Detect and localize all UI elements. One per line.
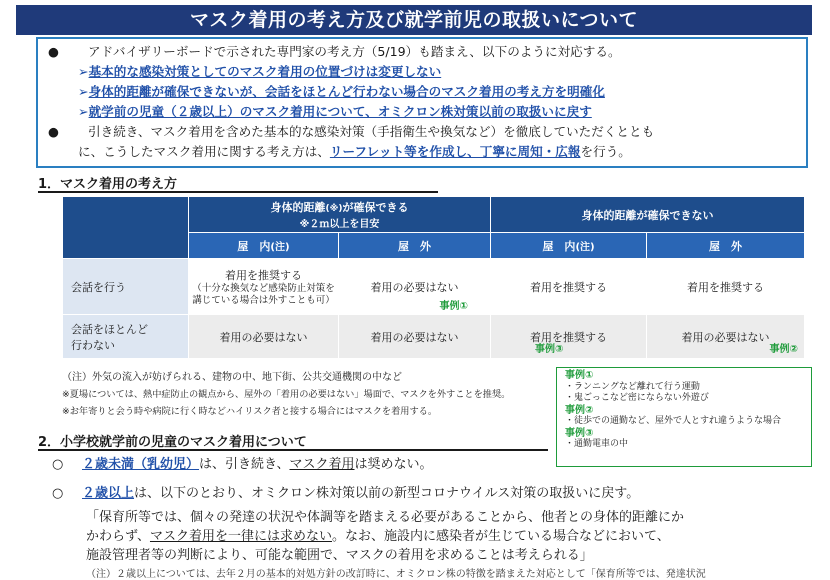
page-title: マスク着用の考え方及び就学前児の取扱いについて <box>16 5 812 35</box>
header-distance-ok-tail: が確保できる <box>342 201 409 214</box>
row-label-talking: 会話を行う <box>63 259 189 315</box>
section-2-item-2 <box>52 483 822 505</box>
table-cell: 着用を推奨する <box>491 259 647 315</box>
arrow-icon: ➢ <box>78 104 89 119</box>
cell-text: 着用の必要はない <box>681 330 770 344</box>
table-notes <box>62 369 552 420</box>
example-1a: ・ランニングなど離れて行う運動 <box>565 381 700 392</box>
header-indoor-1 <box>189 233 339 259</box>
circle-bullet-icon: ○ <box>52 457 64 472</box>
table-row <box>63 315 805 359</box>
header-outdoor-1: 屋 外 <box>339 233 491 259</box>
case-tag-1: 事例① <box>439 301 469 312</box>
table-cell: 着用を推奨する <box>647 259 805 315</box>
item-1-mid: は、引き続き、 <box>199 457 290 472</box>
over-2-emphasis: ２歳以上 <box>82 486 135 501</box>
cell-note-text: （十分な換気など感染防止対策を講じている場合は外すことも可） <box>192 282 335 306</box>
summary-arrow-1-text: 基本的な感染対策としてのマスク着用の位置づけは変更しない <box>88 64 442 79</box>
under-2-emphasis: ２歳未満（乳幼児） <box>82 457 200 472</box>
header-distance-note: ※２ｍ以上を目安 <box>299 219 380 230</box>
header-distance-ok-mark: (※) <box>325 204 343 214</box>
summary-bullet-2: ● 引き続き、マスク着用を含めた基本的な感染対策（手指衛生や換気など）を徹底していただくととも <box>48 124 655 139</box>
circle-bullet-icon: ○ <box>52 486 64 501</box>
note-3: ※お年寄りと会う時や病院に行く時などハイリスク者と接する場合にはマスクを着用する。 <box>62 406 438 417</box>
cell-main-text: 着用を推奨する <box>225 268 302 282</box>
quote-line-2-pre: かわらず、 <box>86 529 150 544</box>
note-1: （注）外気の流入が妨げられる、建物の中、地下街、公共交通機関の中など <box>62 372 402 383</box>
header-distance-ok-text: 身体的距離 <box>270 201 326 214</box>
cutoff-footnote: （注）２歳以上については、去年２月の基本的対処方針の改訂時に、オミクロン株の特徴を踏まえた対応として「保育所等では、発達状況 <box>86 569 706 580</box>
table-cell: 着用の必要はない <box>189 315 339 359</box>
summary-arrow-3 <box>48 102 796 122</box>
section-2-heading: 2．小学校就学前の児童のマスク着用について <box>38 431 548 451</box>
section-2-item-1 <box>52 454 822 476</box>
summary-arrow-2 <box>48 82 796 102</box>
table-cell <box>491 315 647 359</box>
example-2: ・徒歩での通勤など、屋外で人とすれ違うような場合 <box>565 416 782 426</box>
quote-underline: マスク着用を一律には求めない <box>149 529 332 544</box>
cell-text: 着用を推奨する <box>530 330 608 344</box>
quote-line-2 <box>86 527 816 546</box>
section-2-body <box>52 454 822 505</box>
cell-text: 着用の必要はない <box>370 280 459 294</box>
item-1-tail: は奨めない。 <box>354 457 433 472</box>
quote-line-1: 「保育所等では、個々の発達の状況や体調等を踏まえる必要があることから、他者との身体的距離にか <box>86 510 685 525</box>
row-label-no-talking <box>63 315 189 359</box>
item-2-tail: は、以下のとおり、オミクロン株対策以前の新型コロナウイルス対策の取扱いに戻す。 <box>134 486 640 501</box>
summary-bullet-2-cont <box>48 142 796 162</box>
summary-bullet-1: ● アドバイザリーボードで示された専門家の考え方（5/19）も踏まえ、以下のように対応する。 <box>48 44 621 59</box>
header-outdoor-2: 屋 外 <box>647 233 805 259</box>
item-1-underline: マスク着用 <box>289 457 355 472</box>
example-3: ・通勤電車の中 <box>565 439 629 449</box>
summary-box <box>36 37 808 168</box>
example-3-heading: 事例③ <box>565 427 594 439</box>
example-1b: ・鬼ごっこなど密にならない外遊び <box>565 393 709 403</box>
table-cell <box>339 259 491 315</box>
summary-bullet-2-post: を行う。 <box>580 144 631 159</box>
table-cell: 着用の必要はない <box>339 315 491 359</box>
arrow-icon: ➢ <box>78 84 89 99</box>
table-cell <box>647 315 805 359</box>
quote-line-2-post: 。なお、施設内に感染者が生じている場合などにおいて、 <box>331 529 670 544</box>
row-label-line2: 行わない <box>71 338 115 352</box>
example-2-heading: 事例② <box>565 404 594 416</box>
indoor-note: (注) <box>575 241 595 253</box>
header-distance-ng: 身体的距離が確保できない <box>491 197 805 233</box>
row-label-line1: 会話をほとんど <box>71 322 148 336</box>
summary-arrow-3-text: 就学前の児童（２歳以上）のマスク着用について、オミクロン株対策以前の取扱いに戻す <box>88 104 592 119</box>
summary-arrow-2-text: 身体的距離が確保できないが、会話をほとんど行わない場合のマスク着用の考え方を明確化 <box>88 84 605 99</box>
case-tag-2: 事例② <box>769 344 799 355</box>
indoor-label: 屋 内 <box>237 239 271 253</box>
example-1-heading: 事例① <box>565 370 594 381</box>
summary-bullet-2-pre: に、こうしたマスク着用に関する考え方は、 <box>78 144 330 159</box>
mask-guideline-table <box>62 196 805 359</box>
table-corner <box>63 197 189 259</box>
table-cell <box>189 259 339 315</box>
summary-bullet-2-line1: 引き続き、マスク着用を含めた基本的な感染対策（手指衛生や換気など）を徹底していただくととも <box>88 124 655 139</box>
header-indoor-2 <box>491 233 647 259</box>
examples-box <box>556 367 812 467</box>
table-row <box>63 259 805 315</box>
section-1-heading: 1．マスク着用の考え方 <box>38 173 438 193</box>
leaflet-emphasis: リーフレット等を作成し、丁寧に周知・広報 <box>329 144 581 159</box>
quote-line-3: 施設管理者等の判断により、可能な範囲で、マスクの着用を求めることは考えられる」 <box>86 548 593 563</box>
arrow-icon: ➢ <box>78 64 89 79</box>
indoor-label: 屋 内 <box>542 239 576 253</box>
summary-arrow-1 <box>48 62 796 82</box>
summary-bullet-1-text: アドバイザリーボードで示された専門家の考え方（5/19）も踏まえ、以下のように対応する。 <box>88 44 621 59</box>
note-2: ※夏場については、熱中症防止の観点から、屋外の「着用の必要はない」場面で、マスクを外すことを推奨。 <box>62 389 511 400</box>
header-distance-ok <box>189 197 491 233</box>
guideline-quote <box>86 508 816 565</box>
case-tag-3: 事例③ <box>535 344 564 355</box>
indoor-note: (注) <box>270 241 290 253</box>
